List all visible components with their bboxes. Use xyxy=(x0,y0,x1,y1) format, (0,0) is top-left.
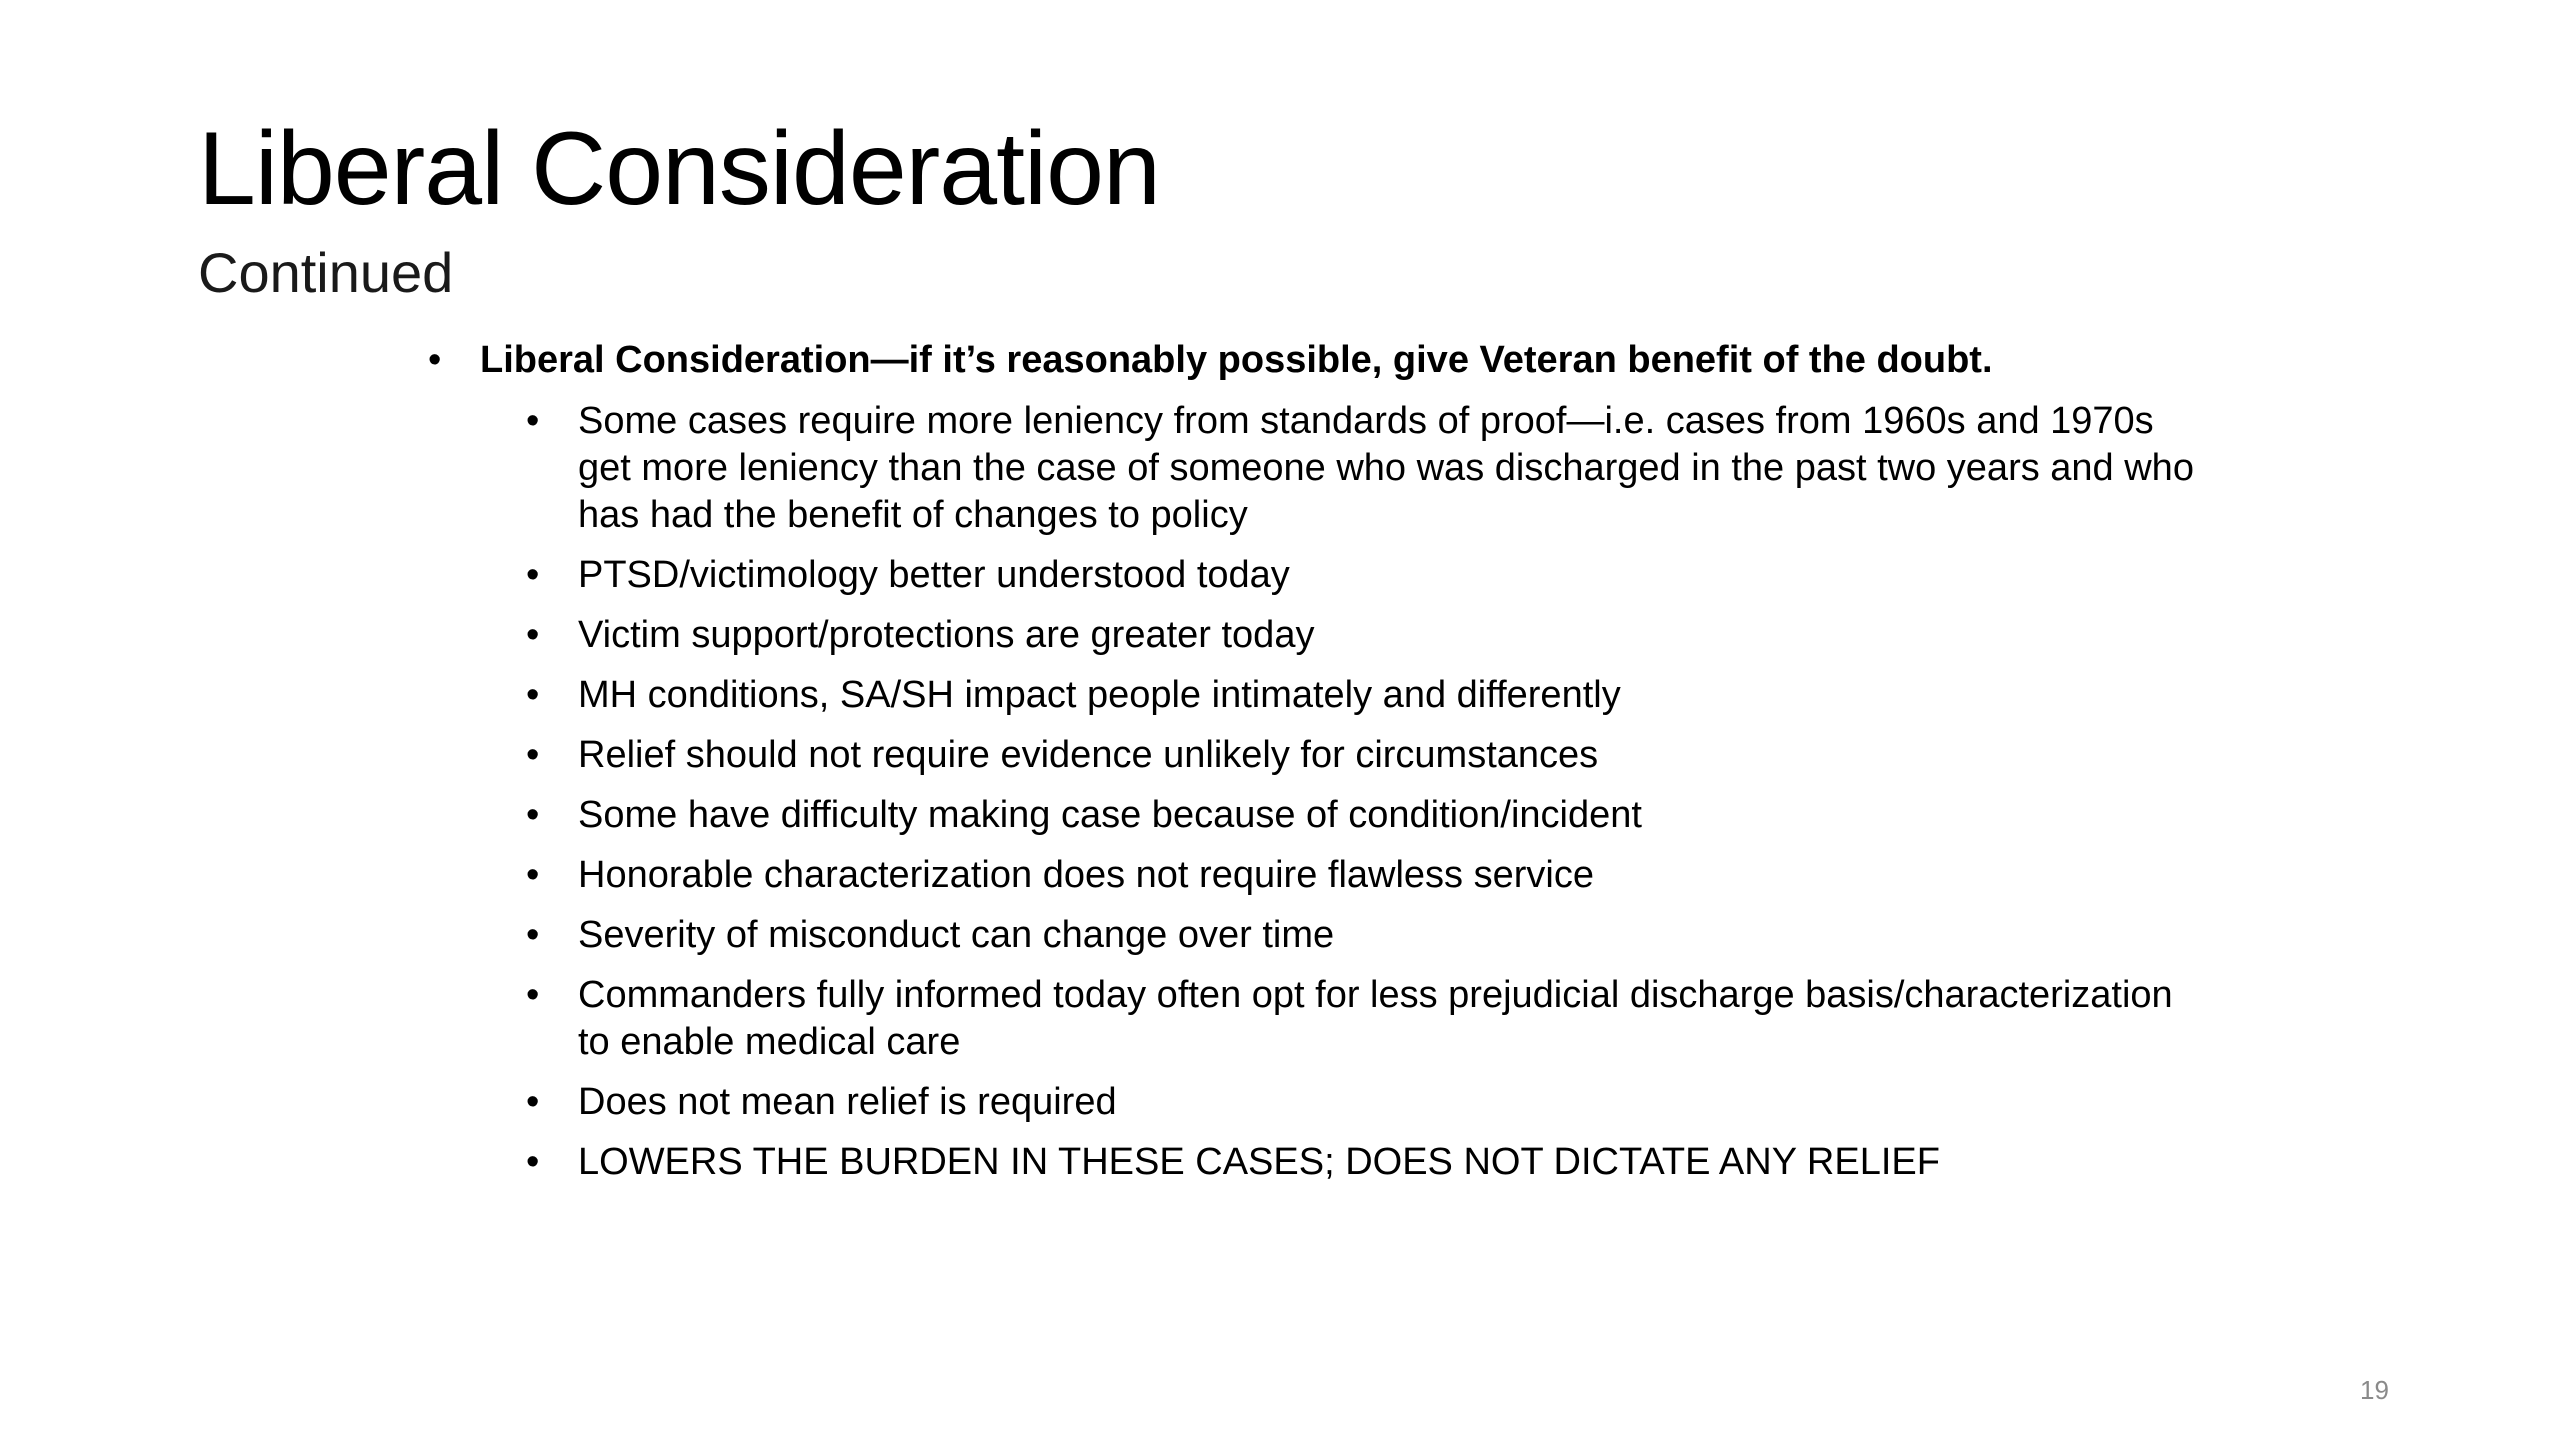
slide-title: Liberal Consideration xyxy=(198,111,1160,227)
sub-bullet-item: • Does not mean relief is required xyxy=(526,1079,2198,1126)
sub-bullet-item: • Severity of misconduct can change over time xyxy=(526,912,2198,959)
sub-bullet-item: • Some have difficulty making case because of condition/incident xyxy=(526,792,2198,839)
sub-bullet-item: • LOWERS THE BURDEN IN THESE CASES; DOES NOT DICTATE ANY RELIEF xyxy=(526,1139,2198,1186)
sub-bullet-item: • Victim support/protections are greater today xyxy=(526,612,2198,659)
sub-bullet-item: • MH conditions, SA/SH impact people intimately and differently xyxy=(526,672,2198,719)
main-bullet: • Liberal Consideration—if it’s reasonably possible, give Veteran benefit of the doubt. xyxy=(428,336,2228,384)
sub-bullet-item: • PTSD/victimology better understood today xyxy=(526,552,2198,599)
sub-bullet-item: • Commanders fully informed today often opt for less prejudicial discharge basis/characterization to enable medical care xyxy=(526,972,2198,1066)
slide-subtitle: Continued xyxy=(198,241,454,304)
page-number: 19 xyxy=(2360,1375,2389,1405)
slide-content xyxy=(428,336,2228,1199)
sub-bullet-list xyxy=(428,398,2228,1186)
sub-bullet-item: • Some cases require more leniency from standards of proof—i.e. cases from 1960s and 1970s get more leniency than the case of someone who was discharged in the past two years and who has had the benefit of changes to policy xyxy=(526,398,2198,539)
sub-bullet-item: • Relief should not require evidence unlikely for circumstances xyxy=(526,732,2198,779)
sub-bullet-item: • Honorable characterization does not require flawless service xyxy=(526,852,2198,899)
